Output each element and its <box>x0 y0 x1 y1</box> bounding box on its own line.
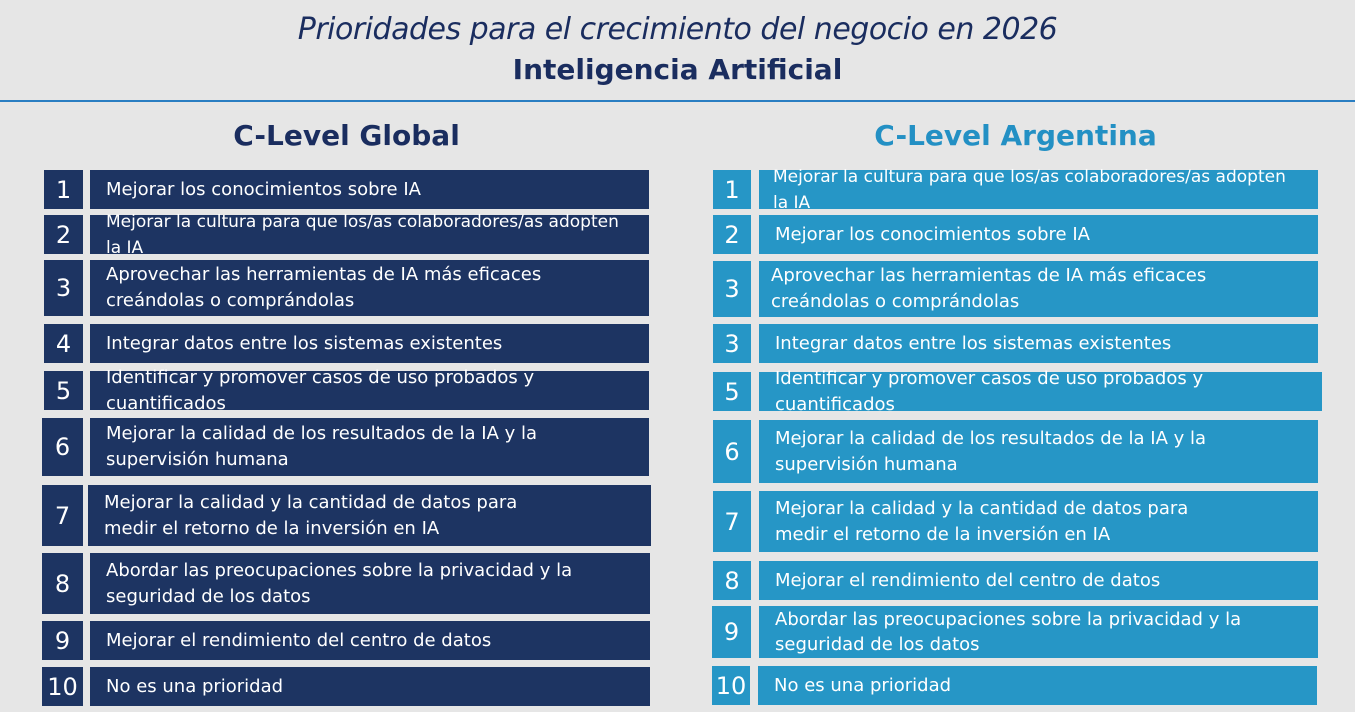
argentina-priority-row <box>713 166 1318 213</box>
argentina-priority-row <box>713 261 1318 317</box>
rank-number: 10 <box>42 667 83 706</box>
argentina-priority-row <box>713 561 1318 600</box>
priority-text: Abordar las preocupaciones sobre la privacidad y la seguridad de los datos <box>90 553 650 614</box>
rank-number: 8 <box>42 553 83 614</box>
argentina-priority-row <box>712 606 1318 658</box>
argentina-priority-row <box>713 491 1318 552</box>
priority-text: Mejorar la calidad de los resultados de la IA y la supervisión humana <box>759 420 1318 483</box>
page-header <box>0 0 1355 100</box>
global-priority-row <box>44 324 649 363</box>
rank-number: 1 <box>44 170 83 209</box>
priority-text: Mejorar el rendimiento del centro de datos <box>759 561 1318 600</box>
argentina-priority-row <box>713 324 1318 363</box>
header-divider <box>0 100 1355 102</box>
priority-text: Aprovechar las herramientas de IA más eficaces creándolas o comprándolas <box>90 260 649 316</box>
priority-text: Mejorar la calidad y la cantidad de datos para medir el retorno de la inversión en IA <box>88 485 651 546</box>
priority-text: Aprovechar las herramientas de IA más eficaces creándolas o comprándolas <box>759 261 1318 317</box>
priority-text: Mejorar la calidad de los resultados de la IA y la supervisión humana <box>90 418 649 476</box>
rank-number: 2 <box>44 215 83 254</box>
rank-number: 5 <box>44 371 83 410</box>
priority-text: Mejorar la calidad y la cantidad de datos para medir el retorno de la inversión en IA <box>759 491 1318 552</box>
priority-text: Mejorar los conocimientos sobre IA <box>759 215 1318 254</box>
priority-text: Identificar y promover casos de uso probados y cuantificados <box>759 372 1322 411</box>
global-priority-row <box>44 366 649 414</box>
priority-text: Abordar las preocupaciones sobre la privacidad y la seguridad de los datos <box>759 606 1318 658</box>
rank-number: 7 <box>42 485 83 546</box>
rank-number: 6 <box>713 420 751 483</box>
rank-number: 4 <box>44 324 83 363</box>
argentina-priority-row <box>713 367 1322 415</box>
global-priority-row <box>42 553 650 614</box>
priority-text: Integrar datos entre los sistemas existentes <box>759 324 1318 363</box>
priority-text: Mejorar la cultura para que los/as colaboradores/as adopten la IA <box>90 215 649 254</box>
global-priority-row <box>42 418 649 476</box>
rank-number: 7 <box>713 491 751 552</box>
rank-number: 1 <box>713 170 751 209</box>
page-title: Prioridades para el crecimiento del negocio en 2026 <box>297 12 1058 47</box>
argentina-column-heading: C-Level Argentina <box>874 119 1157 152</box>
priority-text: No es una prioridad <box>758 666 1317 705</box>
argentina-priority-row <box>713 420 1318 483</box>
rank-number: 3 <box>44 260 83 316</box>
rank-number: 10 <box>712 666 750 705</box>
priority-text: Identificar y promover casos de uso probados y cuantificados <box>90 371 649 410</box>
priority-text: Mejorar los conocimientos sobre IA <box>90 170 649 209</box>
priority-text: Integrar datos entre los sistemas existentes <box>90 324 649 363</box>
rank-number: 3 <box>713 324 751 363</box>
global-priority-row <box>42 667 650 706</box>
global-column-heading: C-Level Global <box>233 119 460 152</box>
global-priority-row <box>44 211 649 258</box>
argentina-priority-row <box>713 215 1318 254</box>
global-priority-row <box>42 485 651 546</box>
rank-number: 6 <box>42 418 83 476</box>
priority-text: No es una prioridad <box>90 667 650 706</box>
priority-text: Mejorar el rendimiento del centro de datos <box>90 621 650 660</box>
priority-text: Mejorar la cultura para que los/as colaboradores/as adopten la IA <box>759 170 1318 209</box>
global-priority-row <box>42 621 650 660</box>
global-priority-row <box>44 170 649 209</box>
rank-number: 3 <box>713 261 751 317</box>
page-subtitle: Inteligencia Artificial <box>512 53 843 86</box>
rank-number: 9 <box>42 621 83 660</box>
rank-number: 9 <box>712 606 751 658</box>
rank-number: 8 <box>713 561 751 600</box>
rank-number: 5 <box>713 372 751 411</box>
global-priority-row <box>44 260 649 316</box>
rank-number: 2 <box>713 215 751 254</box>
argentina-priority-row <box>712 666 1317 705</box>
